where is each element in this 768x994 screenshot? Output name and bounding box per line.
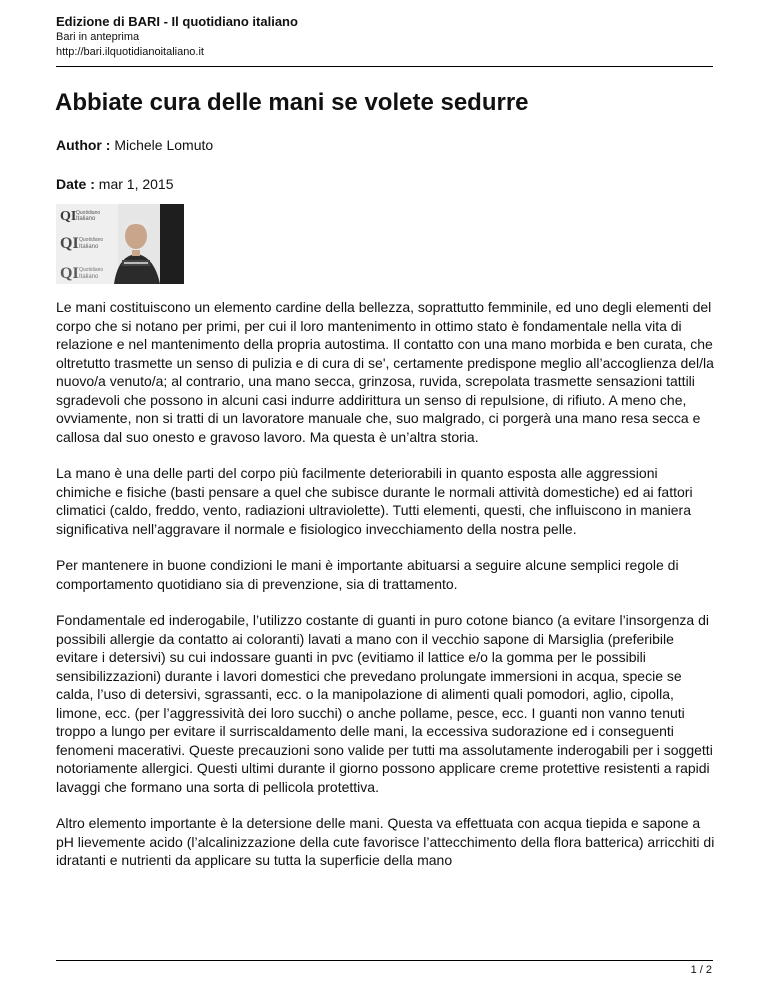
article-title: Abbiate cura delle mani se volete sedurre <box>55 89 529 116</box>
site-subtitle: Bari in anteprima <box>56 31 140 43</box>
video-still-image <box>56 204 184 284</box>
page-header <box>56 14 713 60</box>
site-title: Edizione di BARI - Il quotidiano italiano <box>56 14 298 29</box>
footer-divider <box>56 960 713 961</box>
date-label: Date : <box>56 176 95 192</box>
paragraph: Altro elemento importante è la detersione delle mani. Questa va effettuata con acqua tiepida e sapone a pH lievemente acido (l’alcalinizzazione della cute favorisce l’attecchimento della flora batterica) arricchiti di idratanti e nutrienti da applicare su tutta la superficie della mano <box>56 815 715 868</box>
date-line <box>56 175 174 193</box>
svg-text:Quotidiano: Quotidiano <box>76 210 101 216</box>
paragraph: La mano è una delle parti del corpo più facilmente deteriorabili in quanto esposta alle aggressioni chimiche e fisiche (basti pensare a quel che subisce durante le normali attività domestiche) ed ai fattori climatici (caldo, freddo, vento, radiazioni ultraviolette). Tutti elementi, questi, che influiscono in maniera significativa nell’aggravare il normale e fisiologico invecchiamento della nostra pelle. <box>56 465 693 537</box>
svg-text:Italiano: Italiano <box>79 274 99 280</box>
svg-text:QI: QI <box>60 209 77 224</box>
article-thumbnail <box>56 204 184 284</box>
author-line <box>56 136 213 154</box>
site-url[interactable]: http://bari.ilquotidianoitaliano.it <box>56 46 204 58</box>
author-label: Author : <box>56 137 111 153</box>
svg-text:QI: QI <box>60 235 79 252</box>
svg-text:Quotidiano: Quotidiano <box>79 267 104 273</box>
author-name: Michele Lomuto <box>114 137 214 153</box>
date-value: mar 1, 2015 <box>98 176 174 192</box>
paragraph: Per mantenere in buone condizioni le mani è importante abituarsi a seguire alcune semplici regole di comportamento quotidiano sia di prevenzione, sia di trattamento. <box>56 557 679 592</box>
svg-text:Quotidiano: Quotidiano <box>79 237 104 243</box>
svg-text:QI: QI <box>60 265 79 282</box>
paragraph: Fondamentale ed inderogabile, l’utilizzo costante di guanti in puro cotone bianco (a evitare l’insorgenza di possibili allergie da contatto ai coloranti) lavati a mano con il vecchio sapone di Marsiglia (preferibile evitare i detersivi) su cui indossare guanti in pvc (evitiamo il lattice e/o la gomma per le possibili sensibilizzazioni) durante i lavori domestici che prevedano prolungate immersioni in acqua, specie se calda, l’uso di detersivi, sgrassanti, ecc. o la manipolazione di alimenti quali pomodori, aglio, cipolla, limone, ecc. (per l’aggressività dei loro succhi) o anche pollame, pesce, ecc. I guanti non vanno tenuti troppo a lungo per evitare il surriscaldamento delle mani, la eccessiva sudorazione ed i conseguenti fenomeni macerativi. Queste precauzioni sono valide per tutti ma assolutamente inderogabili per i soggetti notoriamente allergici. Questi ultimi durante il giorno possono applicare creme protettive resistenti a rapidi lavaggi che formano una sorta di pellicola protettiva. <box>56 612 713 795</box>
page-number: 1 / 2 <box>690 964 712 976</box>
article-body <box>56 298 716 888</box>
paragraph: Le mani costituiscono un elemento cardine della bellezza, soprattutto femminile, ed uno degli elementi del corpo che si notano per primi, per cui il loro mantenimento in ottimo stato è fondamentale nella vita di relazione e nel mantenimento della propria autostima. Il contatto con una mano morbida e ben curata, che oltretutto trasmette un senso di pulizia e di cura di se', certamente predispone meglio all’accoglienza del/la nuovo/a venuto/a; al contrario, una mano secca, grinzosa, ruvida, screpolata trasmette sensazioni tattili sgradevoli che possono in alcuni casi indurre addirittura un senso di repulsione, di rifiuto. A meno che, ovviamente, non si tratti di un lavoratore manuale che, suo malgrado, ci porgerà una mano resa secca e callosa dal suo onesto e gravoso lavoro. Ma questa è un’altra storia. <box>56 299 714 445</box>
header-divider <box>56 66 713 67</box>
svg-text:Italiano: Italiano <box>79 244 99 250</box>
svg-text:Italiano: Italiano <box>76 216 96 222</box>
